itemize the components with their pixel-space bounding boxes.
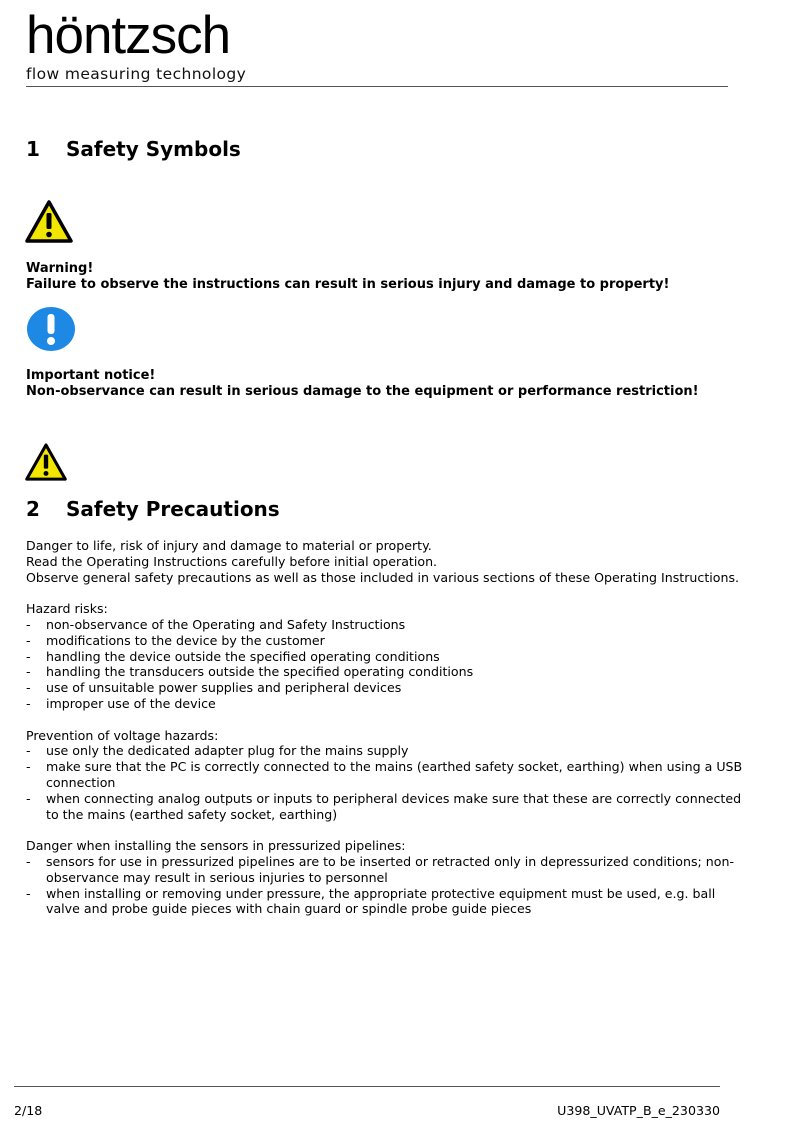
intro-line: Read the Operating Instructions carefully before initial operation. [26,553,438,569]
logo-wordmark: höntzsch [26,6,231,65]
section-2-number: 2 [26,497,40,521]
intro-line: Observe general safety precautions as well as those included in various sections of these Operating Instructions. [26,569,740,585]
list-item: - non-observance of the Operating and Safety Instructions [26,616,406,632]
hazard-heading: Hazard risks: [26,601,108,617]
intro-line: Danger to life, risk of injury and damage to material or property. [26,538,432,553]
list-item: - handling the transducers outside the specified operating conditions [26,664,474,680]
list-item: - handling the device outside the specified operating conditions [26,648,440,664]
warning-triangle-icon [25,443,67,486]
footer-divider [14,1086,720,1087]
section-1-heading [26,137,241,161]
important-notice-icon [26,306,76,356]
logo-tagline: flow measuring technology [26,65,247,83]
list-item: - improper use of the device [26,695,216,711]
list-item: - modifications to the device by the customer [26,632,325,648]
section-2-title: Safety Precautions [66,497,280,521]
warning-notice [26,261,669,293]
important-notice-title: Important notice! [26,368,156,383]
list-item: - use of unsuitable power supplies and peripheral devices [26,680,402,696]
section-1-title: Safety Symbols [66,137,241,161]
pressure-heading: Danger when installing the sensors in pressurized pipelines: [26,838,406,854]
voltage-heading: Prevention of voltage hazards: [26,727,219,743]
important-notice-text: Non-observance can result in serious damage to the equipment or performance restriction! [26,384,699,399]
page-number: 2/18 [14,1103,43,1118]
warning-text: Failure to observe the instructions can result in serious injury and damage to property! [26,277,670,292]
company-logo [26,8,246,83]
important-notice [26,368,699,400]
list-item: - when installing or removing under pressure, the appropriate protective equipment must be used, e.g. ball valve and probe guide pieces with chain guard or spindle probe guide pieces [26,885,716,917]
section-1-number: 1 [26,137,40,161]
safety-precautions-body [26,538,746,917]
header-divider [26,86,728,87]
warning-triangle-icon [25,200,73,248]
warning-title: Warning! [26,261,94,276]
list-item: - when connecting analog outputs or inputs to peripheral devices make sure that these are correctly connected to the mains (earthed safety socket, earthing) [26,790,742,822]
section-2-heading [26,497,280,521]
list-item: - make sure that the PC is correctly connected to the mains (earthed safety socket, earthing) when using a USB connection [26,759,743,790]
list-item: - sensors for use in pressurized pipelines are to be inserted or retracted only in depressurized conditions; non-observance may result in serious injuries to personnel [26,853,734,885]
document-id: U398_UVATP_B_e_230330 [557,1103,720,1118]
list-item: - use only the dedicated adapter plug for the mains supply [26,743,409,759]
